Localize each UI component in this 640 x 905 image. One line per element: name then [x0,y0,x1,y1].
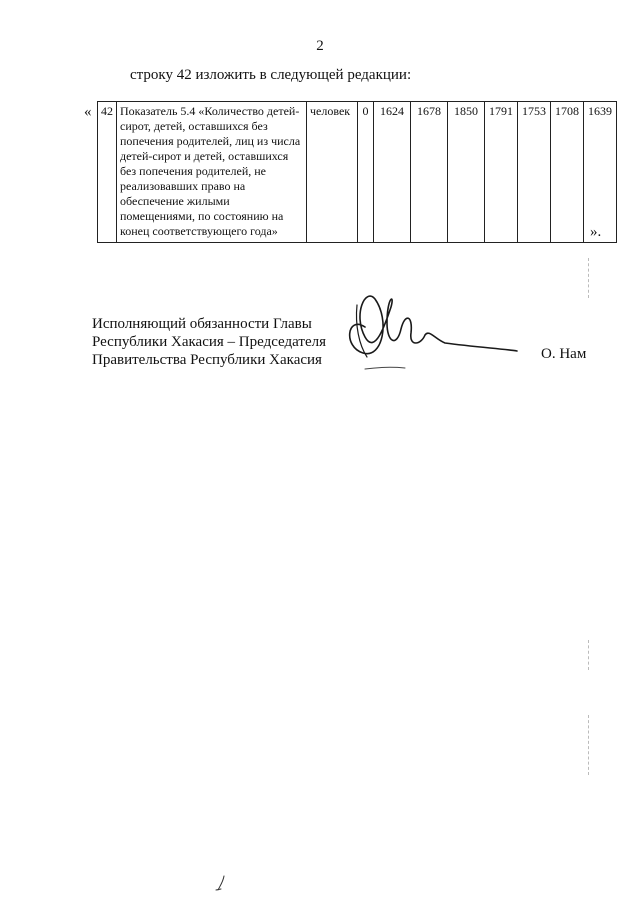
signatory-title-line: Исполняющий обязанности Главы [92,316,312,332]
page-number: 2 [316,38,324,54]
value-cell: 1850 [448,102,485,243]
value-cell: 1639 [584,102,617,243]
scan-edge-line [588,258,590,298]
opening-quote: « [84,104,92,120]
signatory-title-line: Правительства Республики Хакасия [92,352,322,368]
unit-cell: человек [307,102,358,243]
value-cell: 1678 [411,102,448,243]
table-row [98,102,617,243]
value-cell: 1753 [518,102,551,243]
handwritten-signature [335,285,535,380]
value-cell: 1708 [551,102,584,243]
value-cell: 1791 [485,102,518,243]
signatory-title [92,315,326,369]
value-cell: 1624 [374,102,411,243]
pen-mark [212,874,232,894]
closing-quote: ». [590,224,602,240]
signer-name: О. Нам [541,346,587,362]
indicator-description-cell: Показатель 5.4 «Количество детей-сирот, детей, оставшихся без попечения родителей, лиц из числа детей-сирот и детей, оставшихся без попечения родителей, не реализовавших право на обеспечение жилыми помещениями, по состоянию на конец соответствующего года» [117,102,307,243]
signatory-title-line: Республики Хакасия – Председателя [92,334,327,350]
scan-edge-line [588,640,590,670]
value-cell: 0 [358,102,374,243]
indicator-table [97,101,617,243]
scan-edge-line [588,715,590,775]
row-number-cell: 42 [98,102,117,243]
intro-text: строку 42 изложить в следующей редакции: [130,67,412,83]
